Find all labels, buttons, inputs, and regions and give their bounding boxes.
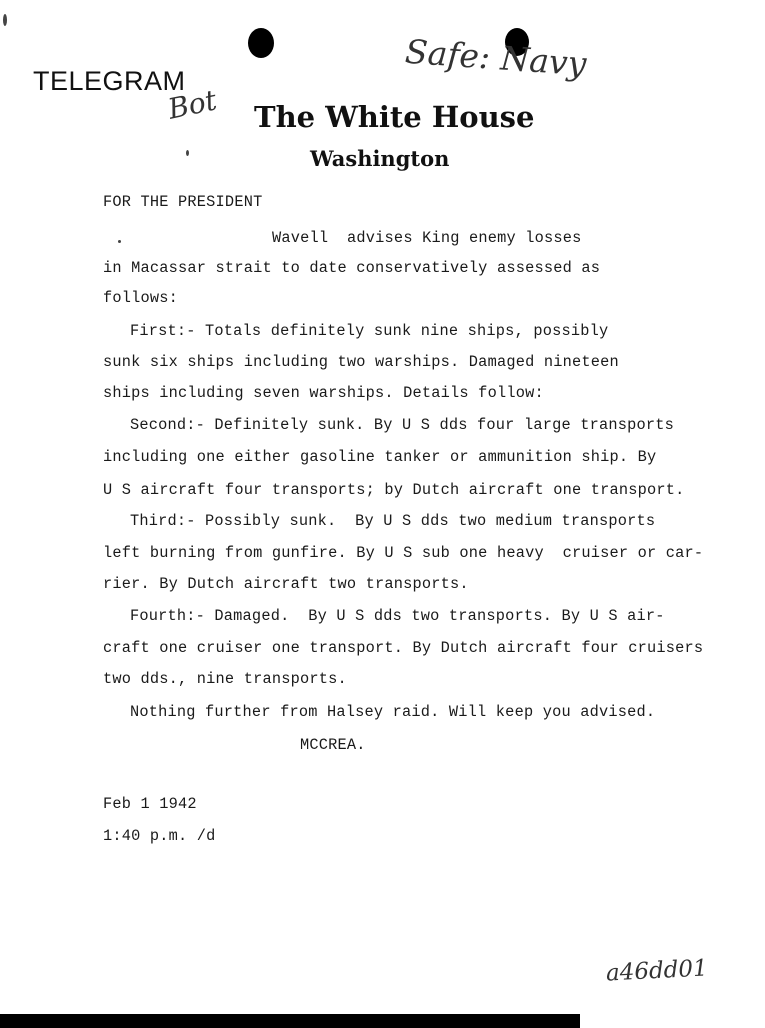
- message-line: including one either gasoline tanker or ammunition ship. By: [103, 448, 657, 466]
- handwritten-file-number: a46dd01: [605, 955, 709, 987]
- message-line: Wavell advises King enemy losses: [272, 229, 582, 247]
- message-line: in Macassar strait to date conservatively assessed as: [103, 259, 601, 277]
- punch-hole-left: [248, 28, 274, 58]
- telegram-label: TELEGRAM: [33, 66, 186, 96]
- message-line: sunk six ships including two warships. Damaged nineteen: [103, 353, 619, 371]
- message-line: left burning from gunfire. By U S sub one heavy cruiser or car-: [103, 544, 704, 562]
- message-line: follows:: [103, 289, 179, 307]
- message-line: Second:- Definitely sunk. By U S dds four large transports: [130, 416, 675, 434]
- white-house-title: The White House: [254, 100, 535, 134]
- message-line: U S aircraft four transports; by Dutch aircraft one transport.: [103, 481, 685, 499]
- ink-speck: [118, 240, 121, 243]
- handwritten-safe-navy: Safe: Navy: [403, 31, 588, 84]
- ink-speck: [3, 14, 7, 26]
- date-line: Feb 1 1942: [103, 795, 197, 813]
- message-line: craft one cruiser one transport. By Dutch aircraft four cruisers: [103, 639, 704, 657]
- time-line: 1:40 p.m. /d: [103, 827, 216, 845]
- message-line: ships including seven warships. Details follow:: [103, 384, 544, 402]
- message-line: two dds., nine transports.: [103, 670, 347, 688]
- addressee-line: FOR THE PRESIDENT: [103, 193, 263, 211]
- message-line: Fourth:- Damaged. By U S dds two transports. By U S air-: [130, 607, 665, 625]
- message-line: Third:- Possibly sunk. By U S dds two medium transports: [130, 512, 656, 530]
- scan-edge-bar: [0, 1014, 580, 1028]
- ink-speck: [186, 150, 189, 156]
- message-line: rier. By Dutch aircraft two transports.: [103, 575, 469, 593]
- message-line: Nothing further from Halsey raid. Will keep you advised.: [130, 703, 656, 721]
- signature: MCCREA.: [300, 736, 366, 754]
- message-line: First:- Totals definitely sunk nine ships, possibly: [130, 322, 609, 340]
- washington-heading: Washington: [310, 146, 450, 171]
- handwritten-initials: Bot: [165, 83, 220, 126]
